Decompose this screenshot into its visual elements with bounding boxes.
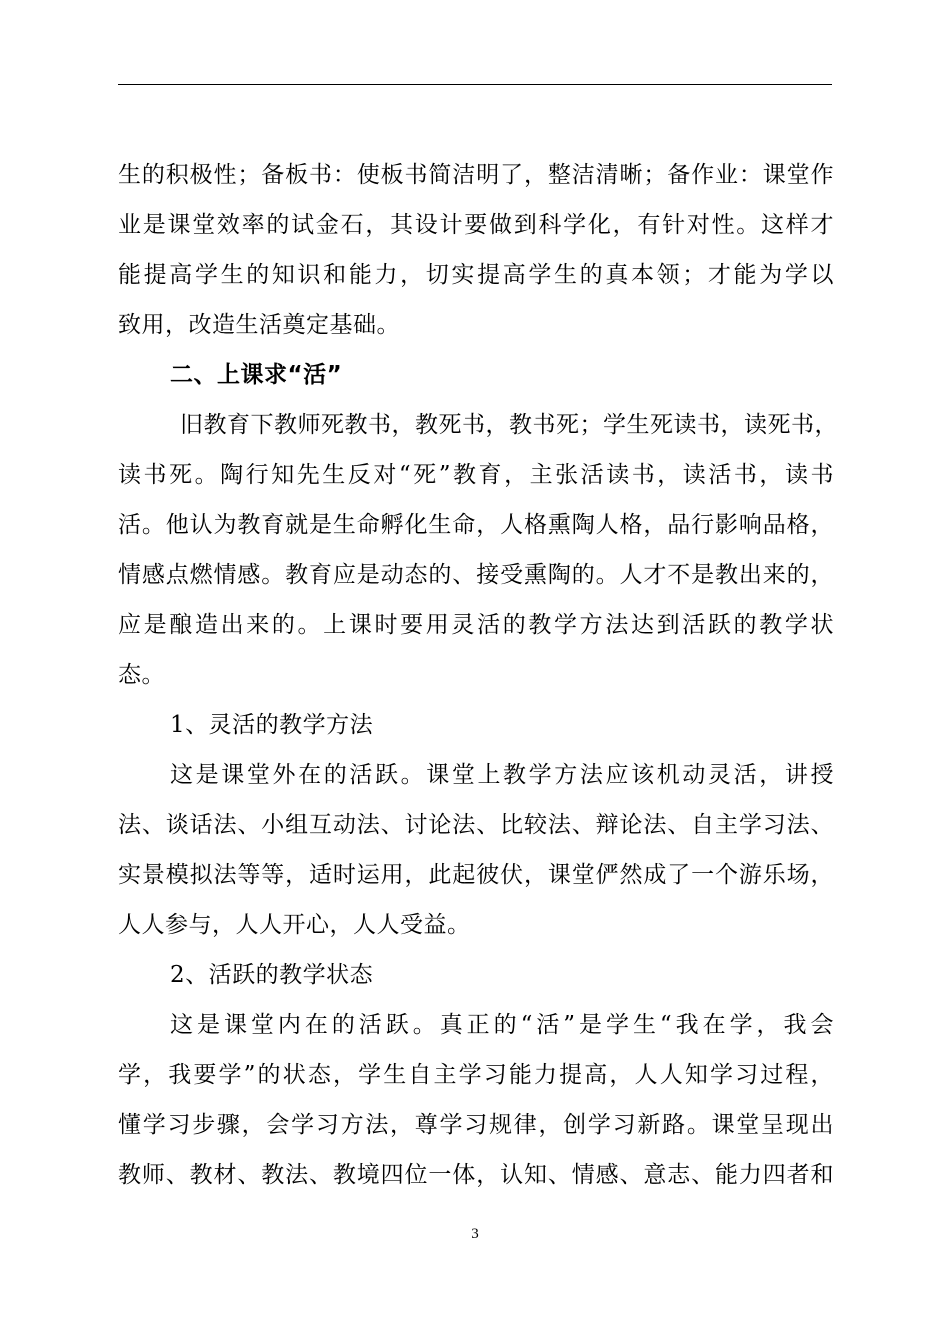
paragraph-line: 实景模拟法等等，适时运用，此起彼伏，课堂俨然成了一个游乐场，	[118, 862, 834, 888]
paragraph-line: 学，我要学”的状态，学生自主学习能力提高，人人知学习过程，	[118, 1062, 834, 1088]
page-number: 3	[471, 1226, 479, 1242]
paragraph-line: 教师、教材、教法、教境四位一体，认知、情感、意志、能力四者和	[118, 1162, 834, 1188]
paragraph-line: 态。	[118, 662, 165, 688]
subsection-heading: 1、灵活的教学方法	[170, 712, 374, 738]
section-heading: 二、上课求“活”	[170, 362, 343, 388]
paragraph-line: 这是课堂外在的活跃。课堂上教学方法应该机动灵活，讲授	[170, 762, 834, 788]
paragraph-line: 懂学习步骤，会学习方法，尊学习规律，创学习新路。课堂呈现出	[118, 1112, 834, 1138]
subsection-heading: 2、活跃的教学状态	[170, 962, 374, 988]
paragraph-line: 读书死。陶行知先生反对“死”教育，主张活读书，读活书，读书	[118, 462, 834, 488]
paragraph-line: 能提高学生的知识和能力，切实提高学生的真本领；才能为学以	[118, 262, 834, 288]
paragraph-line: 生的积极性；备板书：使板书简洁明了，整洁清晰；备作业：课堂作	[118, 162, 834, 188]
paragraph-line: 人人参与，人人开心，人人受益。	[118, 912, 471, 938]
paragraph-line: 这是课堂内在的活跃。真正的“活”是学生“我在学，我会	[170, 1012, 834, 1038]
paragraph-line: 情感点燃情感。教育应是动态的、接受熏陶的。人才不是教出来的，	[118, 562, 834, 588]
paragraph-line: 致用，改造生活奠定基础。	[118, 312, 400, 338]
header-rule	[118, 84, 832, 85]
paragraph-line: 应是酿造出来的。上课时要用灵活的教学方法达到活跃的教学状	[118, 612, 834, 638]
paragraph-line: 法、谈话法、小组互动法、讨论法、比较法、辩论法、自主学习法、	[118, 812, 834, 838]
paragraph-line: 活。他认为教育就是生命孵化生命，人格熏陶人格，品行影响品格，	[118, 512, 834, 538]
paragraph-line: 业是课堂效率的试金石，其设计要做到科学化，有针对性。这样才	[118, 212, 834, 238]
paragraph-line: 旧教育下教师死教书，教死书，教书死；学生死读书，读死书，	[180, 412, 838, 438]
